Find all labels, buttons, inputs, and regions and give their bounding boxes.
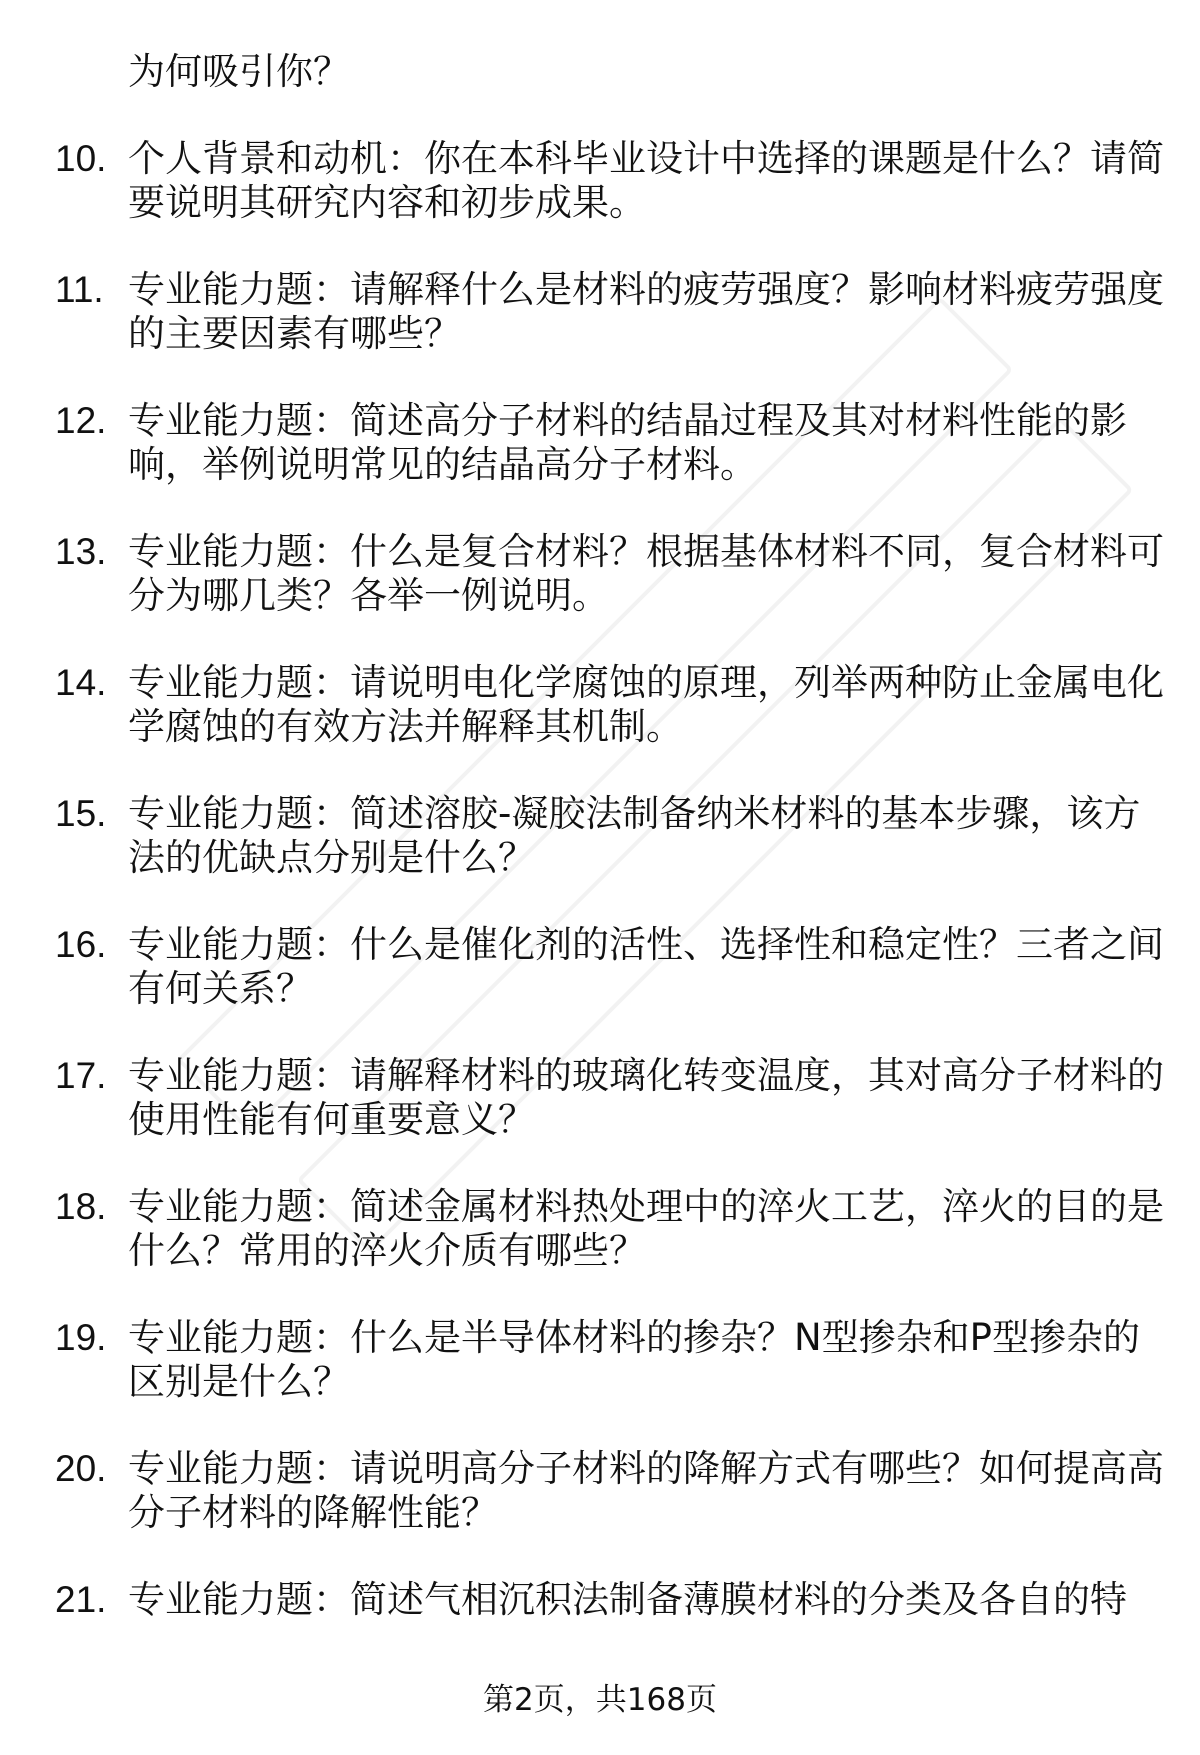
question-number: 16. xyxy=(55,924,107,965)
question-item xyxy=(55,792,1165,880)
question-text: 专业能力题：什么是催化剂的活性、选择性和稳定性？三者之间有何关系？ xyxy=(128,923,1164,1010)
question-text: 专业能力题：请解释材料的玻璃化转变温度，其对高分子材料的使用性能有何重要意义？ xyxy=(128,1054,1164,1141)
question-item xyxy=(55,923,1165,1011)
question-text: 专业能力题：简述气相沉积法制备薄膜材料的分类及各自的特 xyxy=(128,1578,1127,1621)
question-item xyxy=(55,1316,1165,1404)
question-text: 专业能力题：请解释什么是材料的疲劳强度？影响材料疲劳强度的主要因素有哪些？ xyxy=(128,268,1164,355)
question-item xyxy=(55,1054,1165,1142)
question-text: 专业能力题：什么是半导体材料的掺杂？N型掺杂和P型掺杂的区别是什么？ xyxy=(128,1316,1140,1403)
question-number: 10. xyxy=(55,138,107,179)
question-text: 专业能力题：请说明电化学腐蚀的原理，列举两种防止金属电化学腐蚀的有效方法并解释其机制。 xyxy=(128,661,1164,748)
question-item xyxy=(55,1447,1165,1535)
question-item xyxy=(55,1185,1165,1273)
question-number: 20. xyxy=(55,1448,107,1489)
question-item xyxy=(55,137,1165,225)
continued-question-text xyxy=(55,50,1165,94)
question-number: 14. xyxy=(55,662,107,703)
question-text: 专业能力题：什么是复合材料？根据基体材料不同，复合材料可分为哪几类？各举一例说明。 xyxy=(128,530,1164,617)
question-number: 12. xyxy=(55,400,107,441)
question-item xyxy=(55,1578,1165,1622)
question-number: 17. xyxy=(55,1055,107,1096)
question-item xyxy=(55,661,1165,749)
question-item xyxy=(55,399,1165,487)
question-text: 专业能力题：简述溶胶-凝胶法制备纳米材料的基本步骤，该方法的优缺点分别是什么？ xyxy=(128,792,1141,879)
question-text: 专业能力题：简述高分子材料的结晶过程及其对材料性能的影响，举例说明常见的结晶高分子材料。 xyxy=(128,399,1127,486)
question-text: 专业能力题：请说明高分子材料的降解方式有哪些？如何提高高分子材料的降解性能？ xyxy=(128,1447,1164,1534)
page-footer: 第2页，共168页 xyxy=(483,1682,717,1718)
question-number: 19. xyxy=(55,1317,107,1358)
question-list xyxy=(55,50,1165,1665)
question-text: 专业能力题：简述金属材料热处理中的淬火工艺，淬火的目的是什么？常用的淬火介质有哪些？ xyxy=(128,1185,1164,1272)
question-number: 11. xyxy=(55,269,104,310)
question-item xyxy=(55,268,1165,356)
question-number: 21. xyxy=(55,1579,107,1620)
question-text: 个人背景和动机：你在本科毕业设计中选择的课题是什么？请简要说明其研究内容和初步成果。 xyxy=(128,137,1164,224)
question-number: 13. xyxy=(55,531,107,572)
question-number: 18. xyxy=(55,1186,107,1227)
question-number: 15. xyxy=(55,793,107,834)
question-item xyxy=(55,530,1165,618)
question-text: 为何吸引你？ xyxy=(128,50,350,93)
